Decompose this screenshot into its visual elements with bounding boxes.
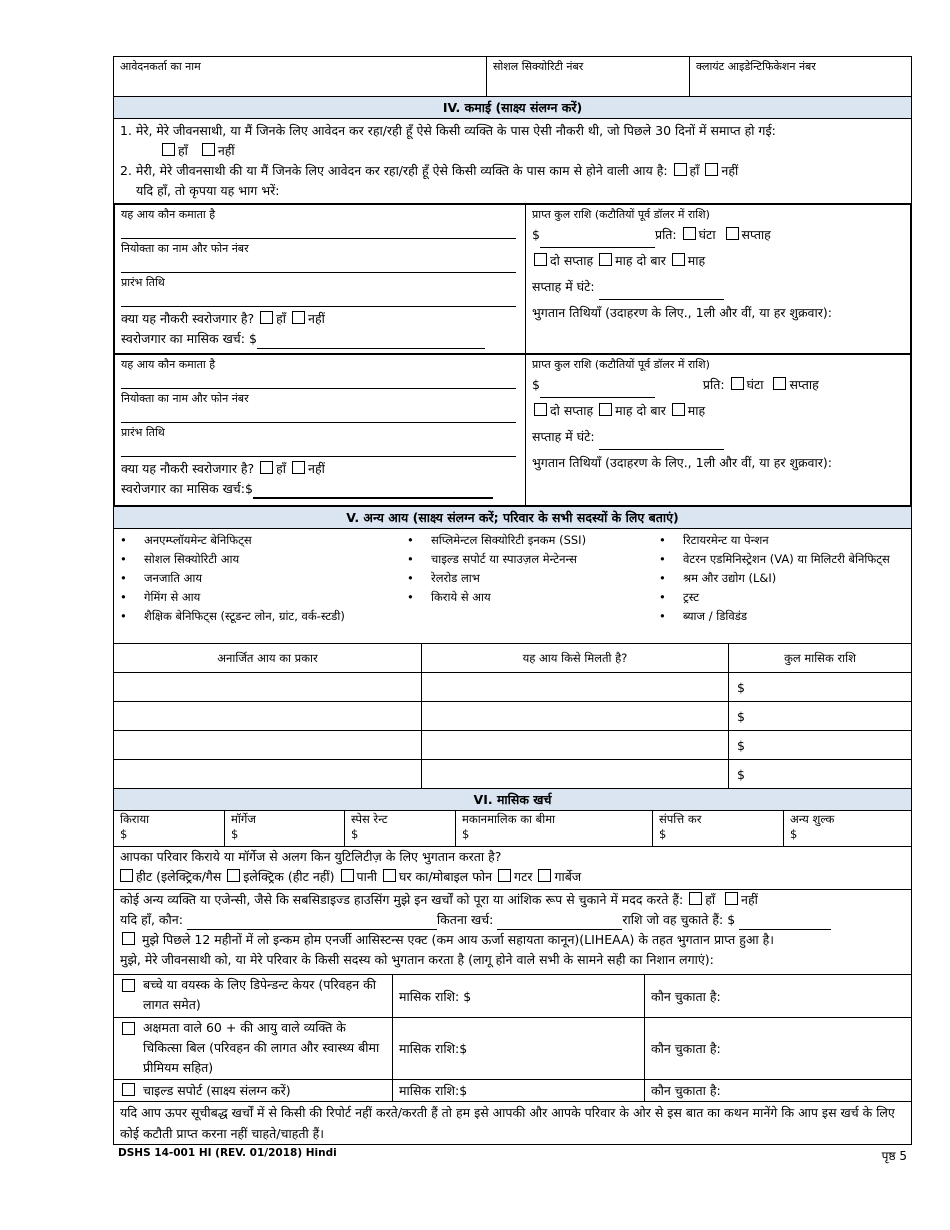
- two-weeks-label: दो सप्ताह: [550, 253, 594, 268]
- hours-input-2[interactable]: [599, 435, 724, 450]
- self-exp-label: स्वरोजगार का मासिक खर्च:: [121, 331, 245, 346]
- twice-month-checkbox-2[interactable]: [599, 403, 612, 416]
- income-item: • वेटरन एडमिनिस्ट्रेशन (VA) या मिलिटरी बेनिफिट्स: [653, 550, 903, 569]
- dep-care-amount-label: मासिक राशि: $: [399, 988, 472, 1004]
- income-col-1: [114, 531, 401, 643]
- table-row: [114, 975, 912, 1018]
- gross-dollar: $: [532, 227, 540, 242]
- medical-cell: [114, 1018, 393, 1080]
- child-support-who-label: कौन चुकाता है:: [651, 1083, 721, 1098]
- other-fees-dollar: $: [790, 827, 798, 841]
- utilities-section: [113, 847, 912, 889]
- property-tax-cell[interactable]: [653, 811, 784, 847]
- self-employed-no-label: नहीं: [308, 311, 325, 326]
- self-employed-yes-label-2: हाँ: [276, 461, 287, 476]
- amount-paid-input[interactable]: [739, 915, 831, 930]
- sewer-label: गटर: [514, 869, 533, 884]
- section-4-title: IV. कमाई (साक्ष्य संलग्न करें): [113, 96, 912, 118]
- self-employed-yes-checkbox[interactable]: [260, 311, 273, 324]
- gross-line-2: [532, 372, 904, 398]
- q1-yes-label: हाँ: [178, 143, 188, 158]
- self-exp-line: [121, 329, 519, 349]
- form: [113, 56, 912, 1145]
- self-exp-label-2: स्वरोजगार का मासिक खर्च:: [121, 481, 245, 496]
- dep-care-amount-cell[interactable]: [393, 975, 645, 1018]
- applicant-name-field[interactable]: [114, 57, 487, 96]
- dep-care-checkbox[interactable]: [122, 979, 135, 992]
- hour-checkbox-2[interactable]: [731, 377, 744, 390]
- hour-label: घंटा: [698, 227, 716, 242]
- help-line: [120, 890, 905, 910]
- start-date-input[interactable]: [121, 290, 516, 307]
- income-item: • रिटायरमेन्ट या पेन्शन: [653, 531, 911, 550]
- client-id-field[interactable]: [690, 57, 911, 96]
- dep-care-cell: [114, 975, 393, 1018]
- gross-input[interactable]: [540, 231, 655, 248]
- help-detail-line: [120, 910, 905, 930]
- month-checkbox-2[interactable]: [672, 403, 685, 416]
- header-row: [113, 56, 912, 96]
- pay-dates-line-2: [532, 450, 904, 476]
- table-row: [114, 731, 912, 760]
- section-4-questions: [113, 118, 912, 203]
- self-employed-yes-checkbox-2[interactable]: [260, 461, 273, 474]
- table-row: [114, 1080, 912, 1102]
- phone-checkbox[interactable]: [383, 869, 396, 882]
- type-cell[interactable]: [114, 760, 422, 789]
- income-item: • सोशल सिक्योरिटी आय: [114, 550, 401, 569]
- unearned-income-table: [113, 643, 912, 789]
- child-support-amount-cell[interactable]: [393, 1080, 645, 1102]
- hours-input[interactable]: [599, 285, 724, 300]
- week-checkbox[interactable]: [726, 227, 739, 240]
- self-employed-yes-label: हाँ: [276, 311, 287, 326]
- form-id: DSHS 14-001 HI (REV. 01/2018) Hindi: [118, 1147, 337, 1159]
- insurance-dollar: $: [462, 827, 470, 841]
- month-label: माह: [687, 253, 706, 268]
- mortgage-label: मॉर्गेज: [231, 812, 256, 826]
- help-section: [113, 889, 912, 974]
- freq-line: [532, 248, 904, 274]
- amount-paid-dollar: $: [727, 912, 736, 927]
- earnings-right-1: [526, 205, 910, 353]
- self-exp-input-2[interactable]: [253, 483, 493, 499]
- self-exp-line-2: [121, 479, 519, 499]
- self-employed-no-checkbox-2[interactable]: [292, 461, 305, 474]
- phone-label: घर का/मोबाइल फोन: [399, 869, 493, 884]
- rent-dollar: $: [120, 827, 128, 841]
- insurance-label: मकानमालिक का बीमा: [462, 812, 556, 826]
- two-weeks-checkbox-2[interactable]: [534, 403, 547, 416]
- hours-line: [532, 274, 904, 300]
- th-who: यह आय किसे मिलती है?: [422, 644, 729, 673]
- type-cell[interactable]: [114, 673, 422, 702]
- medical-who-cell[interactable]: [645, 1018, 912, 1080]
- garbage-label: गार्बेज: [554, 869, 582, 884]
- who-cell[interactable]: [422, 702, 729, 731]
- mortgage-dollar: $: [231, 827, 239, 841]
- earnings-box-2: [113, 355, 912, 507]
- self-exp-input[interactable]: [257, 334, 485, 349]
- week-label: सप्ताह: [741, 227, 771, 242]
- hours-line-2: [532, 424, 904, 450]
- dependent-expense-table: [113, 974, 912, 1102]
- who-cell[interactable]: [422, 731, 729, 760]
- hour-checkbox[interactable]: [683, 227, 696, 240]
- child-support-amount-label: मासिक राशि:$: [399, 1083, 468, 1098]
- medical-who-label: कौन चुकाता है:: [651, 1041, 721, 1056]
- amount-paid-label: राशि जो वह चुकाते हैं:: [622, 912, 724, 927]
- twice-month-label: माह दो बार: [615, 253, 666, 268]
- sewer-checkbox[interactable]: [498, 869, 511, 882]
- medical-amount-cell[interactable]: [393, 1018, 645, 1080]
- medical-checkbox[interactable]: [122, 1022, 135, 1035]
- income-item: • सप्लिमेन्टल सिक्योरिटी इनकम (SSI): [401, 531, 653, 550]
- child-support-cell: [114, 1080, 393, 1102]
- dep-care-who-label: कौन चुकाता है:: [651, 988, 721, 1004]
- q2-yes-label: हाँ: [689, 163, 700, 178]
- ssn-field[interactable]: [487, 57, 690, 96]
- help-yes-checkbox[interactable]: [689, 892, 702, 905]
- water-label: पानी: [356, 869, 378, 884]
- type-cell[interactable]: [114, 731, 422, 760]
- table-row: [114, 702, 912, 731]
- employer-label: नियोक्ता का नाम और फोन नंबर: [121, 242, 249, 255]
- th-type: अनार्जित आय का प्रकार: [114, 644, 422, 673]
- note-text: यदि आप ऊपर सूचीबद्ध खर्चों में से किसी की रिपोर्ट नहीं करते/करती हैं तो हम इसे आपकी और आपके परिवार के ओर से इस बात का कथन मानेंगे कि आप इस खर्च के लिए कोई कटौती प्राप्त करना नहीं चाहते/चाहती हैं।: [120, 1105, 895, 1141]
- mortgage-cell[interactable]: [225, 811, 345, 847]
- th-amount: कुल मासिक राशि: [784, 650, 856, 665]
- q1-yes-checkbox[interactable]: [162, 143, 175, 156]
- client-id-label: क्लायंट आइडेन्टिफिकेशन नंबर: [696, 60, 816, 73]
- earnings-box-1: [113, 203, 912, 355]
- who-earns-input[interactable]: [121, 222, 516, 239]
- gross-input-2[interactable]: [540, 381, 655, 398]
- child-support-who-cell[interactable]: [645, 1080, 912, 1102]
- space-rent-dollar: $: [351, 827, 359, 841]
- employer-input-2[interactable]: [121, 406, 516, 423]
- week-checkbox-2[interactable]: [773, 377, 786, 390]
- amount-cell[interactable]: $: [737, 737, 745, 753]
- employer-input[interactable]: [121, 256, 516, 273]
- expense-table: [113, 810, 912, 847]
- twice-month-checkbox[interactable]: [599, 253, 612, 266]
- amount-cell[interactable]: $: [737, 708, 745, 724]
- income-item: • ट्रस्ट: [653, 588, 911, 607]
- help-question: कोई अन्य व्यक्ति या एजेन्सी, जैसे कि सबसिडाइज्ड हाउसिंग मुझे इन खर्चों को पूरा या आंशिक रूप से चुकाने में मदद करते हैं:: [120, 892, 684, 907]
- q2-no-checkbox[interactable]: [705, 163, 718, 176]
- hours-label: सप्ताह में घंटे:: [532, 279, 595, 294]
- who-earns-label: यह आय कौन कमाता है: [121, 208, 216, 221]
- per-label: प्रति:: [654, 227, 677, 242]
- hour-label-2: घंटा: [746, 377, 764, 392]
- electric-checkbox[interactable]: [227, 869, 240, 882]
- gross-dollar-2: $: [532, 377, 540, 392]
- other-fees-cell[interactable]: [784, 811, 912, 847]
- income-item: • गेमिंग से आय: [114, 588, 401, 607]
- who-cell[interactable]: [422, 673, 729, 702]
- medical-amount-label: मासिक राशि:$: [399, 1041, 468, 1056]
- liheaa-line: [120, 930, 905, 950]
- self-exp-dollar: $: [248, 331, 257, 346]
- other-income-list: [113, 528, 912, 643]
- income-item: • अनएम्प्लॉयमेन्ट बेनिफिट्स: [114, 531, 401, 550]
- q2-no-label: नहीं: [721, 163, 739, 178]
- gross-label: प्राप्त कुल राशि (कटौतियों पूर्व डॉलर में राशि): [532, 208, 710, 221]
- income-item: • शैक्षिक बेनिफिट्स (स्टूडन्ट लोन, ग्रांट, वर्क-स्टडी): [114, 607, 401, 626]
- earnings-left-2: [115, 355, 526, 505]
- property-tax-label: संपत्ति कर: [659, 812, 702, 826]
- note-section: [113, 1102, 912, 1145]
- two-weeks-label-2: दो सप्ताह: [550, 403, 594, 418]
- child-support-label: चाइल्ड सपोर्ट (साक्ष्य संलग्न करें): [143, 1083, 291, 1098]
- how-much-input[interactable]: [497, 915, 622, 930]
- rent-label: किराया: [120, 812, 150, 826]
- q2-sub: यदि हाँ, तो कृपया यह भाग भरें:: [136, 183, 280, 198]
- table-row: [114, 760, 912, 789]
- amount-cell[interactable]: $: [737, 766, 745, 782]
- heat-label: हीट (इलेक्ट्रिक/गैस: [136, 869, 222, 884]
- how-much-label: कितना खर्च:: [436, 912, 494, 927]
- start-date-label-2: प्रारंभ तिथि: [121, 426, 165, 439]
- q2-text: 2. मेरी, मेरे जीवनसाथी की या मैं जिनके लिए आवेदन कर रहा/रही हूँ ऐसे किसी व्यक्ति के पास काम से होने वाली आय है:: [120, 163, 668, 178]
- start-date-label: प्रारंभ तिथि: [121, 276, 165, 289]
- space-rent-cell[interactable]: [345, 811, 456, 847]
- earnings-right-2: [526, 355, 910, 505]
- twice-month-label-2: माह दो बार: [615, 403, 666, 418]
- q1-text: 1. मेरे, मेरे जीवनसाथी, या मैं जिनके लिए आवेदन कर रहा/रही हूँ ऐसे किसी व्यक्ति के पास ऐसी नौकरी थी, जो पिछले 30 दिनों में समाप्त हो गई:: [120, 123, 776, 138]
- self-employed-label: क्या यह नौकरी स्वरोजगार है?: [121, 311, 255, 326]
- self-exp-dollar-2: $: [244, 481, 253, 496]
- table-row: [114, 1018, 912, 1080]
- freq-line-2: [532, 398, 904, 424]
- hours-label-2: सप्ताह में घंटे:: [532, 429, 595, 444]
- income-col-2: [401, 531, 653, 643]
- medical-label: अक्षमता वाले 60 + की आयु वाले व्यक्ति के चिकित्सा बिल (परिवहन की लागत और स्वास्थ्य बीमा प्रीमियम सहित): [143, 1020, 380, 1075]
- pay-dates-line: [532, 300, 904, 326]
- month-checkbox[interactable]: [672, 253, 685, 266]
- water-checkbox[interactable]: [341, 869, 354, 882]
- dep-care-label: बच्चे या वयस्क के लिए डिपेन्डन्ट केयर (परिवहन की लागत समेत): [143, 977, 377, 1012]
- pay-dates-label: भुगतान तिथियाँ (उदाहरण के लिए., 1ली और वीं, या हर शुक्रवार):: [532, 305, 832, 320]
- electric-label: इलेक्ट्रिक (हीट नहीं): [243, 869, 335, 884]
- income-item: • श्रम और उद्योग (L&I): [653, 569, 911, 588]
- liheaa-label: मुझे पिछले 12 महीनों में लो इन्कम होम एनर्जी आसिस्टन्स एक्ट (कम आय ऊर्जा सहायता कानून)(LIHEAA) के तहत भुगतान प्राप्त हुआ है।: [141, 932, 775, 947]
- q2-line: [120, 161, 905, 181]
- q1-no-checkbox[interactable]: [202, 143, 215, 156]
- type-cell[interactable]: [114, 702, 422, 731]
- gross-line: [532, 222, 904, 248]
- two-weeks-checkbox[interactable]: [534, 253, 547, 266]
- page-number: पृष्ठ 5: [881, 1149, 907, 1163]
- employer-label-2: नियोक्ता का नाम और फोन नंबर: [121, 392, 249, 405]
- amount-cell[interactable]: $: [737, 679, 745, 695]
- income-item: • जनजाति आय: [114, 569, 401, 588]
- start-date-input-2[interactable]: [121, 440, 516, 457]
- q1-answers: [120, 141, 905, 161]
- self-employed-no-checkbox[interactable]: [292, 311, 305, 324]
- section-5-title: V. अन्य आय (साक्ष्य संलग्न करें; परिवार के सभी सदस्यों के लिए बताएं): [113, 507, 912, 528]
- q1-no-label: नहीं: [217, 143, 235, 158]
- who-label: यदि हाँ, कौन:: [120, 912, 183, 927]
- space-rent-label: स्पेस रेन्ट: [351, 812, 388, 826]
- liheaa-checkbox[interactable]: [122, 932, 135, 945]
- week-label-2: सप्ताह: [789, 377, 819, 392]
- rent-cell[interactable]: [114, 811, 225, 847]
- per-label-2: प्रति:: [702, 377, 725, 392]
- help-no-label: नहीं: [741, 892, 758, 907]
- insurance-cell[interactable]: [456, 811, 653, 847]
- gross-label-2: प्राप्त कुल राशि (कटौतियों पूर्व डॉलर में राशि): [532, 358, 710, 371]
- ssn-label: सोशल सिक्योरिटी नंबर: [493, 60, 584, 73]
- self-employed-line-2: [121, 459, 519, 479]
- utilities-options: [120, 867, 905, 887]
- who-input[interactable]: [187, 915, 437, 930]
- table-row: [114, 673, 912, 702]
- dep-care-who-cell[interactable]: [645, 975, 912, 1018]
- utilities-question: आपका परिवार किराये या मॉर्गेज से अलग किन युटिलिटीज़ के लिए भुगतान करता है?: [120, 849, 502, 864]
- self-employed-no-label-2: नहीं: [308, 461, 325, 476]
- pays-question: मुझे, मेरे जीवनसाथी को, या मेरे परिवार के किसी सदस्य को भुगतान करता है (लागू होने वाले सभी के सामने सही का निशान लगाएं):: [120, 952, 714, 967]
- section-6-title: VI. मासिक खर्च: [113, 789, 912, 810]
- income-item: • किराये से आय: [401, 588, 653, 607]
- help-yes-label: हाँ: [705, 892, 716, 907]
- who-cell[interactable]: [422, 760, 729, 789]
- income-item: • ब्याज / डिविडंड: [653, 607, 911, 626]
- who-earns-input-2[interactable]: [121, 372, 516, 389]
- heat-checkbox[interactable]: [120, 869, 133, 882]
- child-support-checkbox[interactable]: [122, 1083, 135, 1096]
- property-tax-dollar: $: [659, 827, 667, 841]
- month-label-2: माह: [687, 403, 706, 418]
- income-item: • रेलरोड लाभ: [401, 569, 653, 588]
- self-employed-line: [121, 309, 519, 329]
- help-no-checkbox[interactable]: [725, 892, 738, 905]
- who-earns-label-2: यह आय कौन कमाता है: [121, 358, 216, 371]
- applicant-name-label: आवेदनकर्ता का नाम: [120, 60, 201, 73]
- garbage-checkbox[interactable]: [538, 869, 551, 882]
- self-employed-label-2: क्या यह नौकरी स्वरोजगार है?: [121, 461, 255, 476]
- earnings-left-1: [115, 205, 526, 353]
- income-item: • चाइल्ड सपोर्ट या स्पाउज़ल मेन्टेनन्स: [401, 550, 653, 569]
- q2-yes-checkbox[interactable]: [674, 163, 687, 176]
- pay-dates-label-2: भुगतान तिथियाँ (उदाहरण के लिए., 1ली और वीं, या हर शुक्रवार):: [532, 455, 832, 470]
- income-col-3: [653, 531, 911, 643]
- other-fees-label: अन्य शुल्क: [790, 812, 835, 826]
